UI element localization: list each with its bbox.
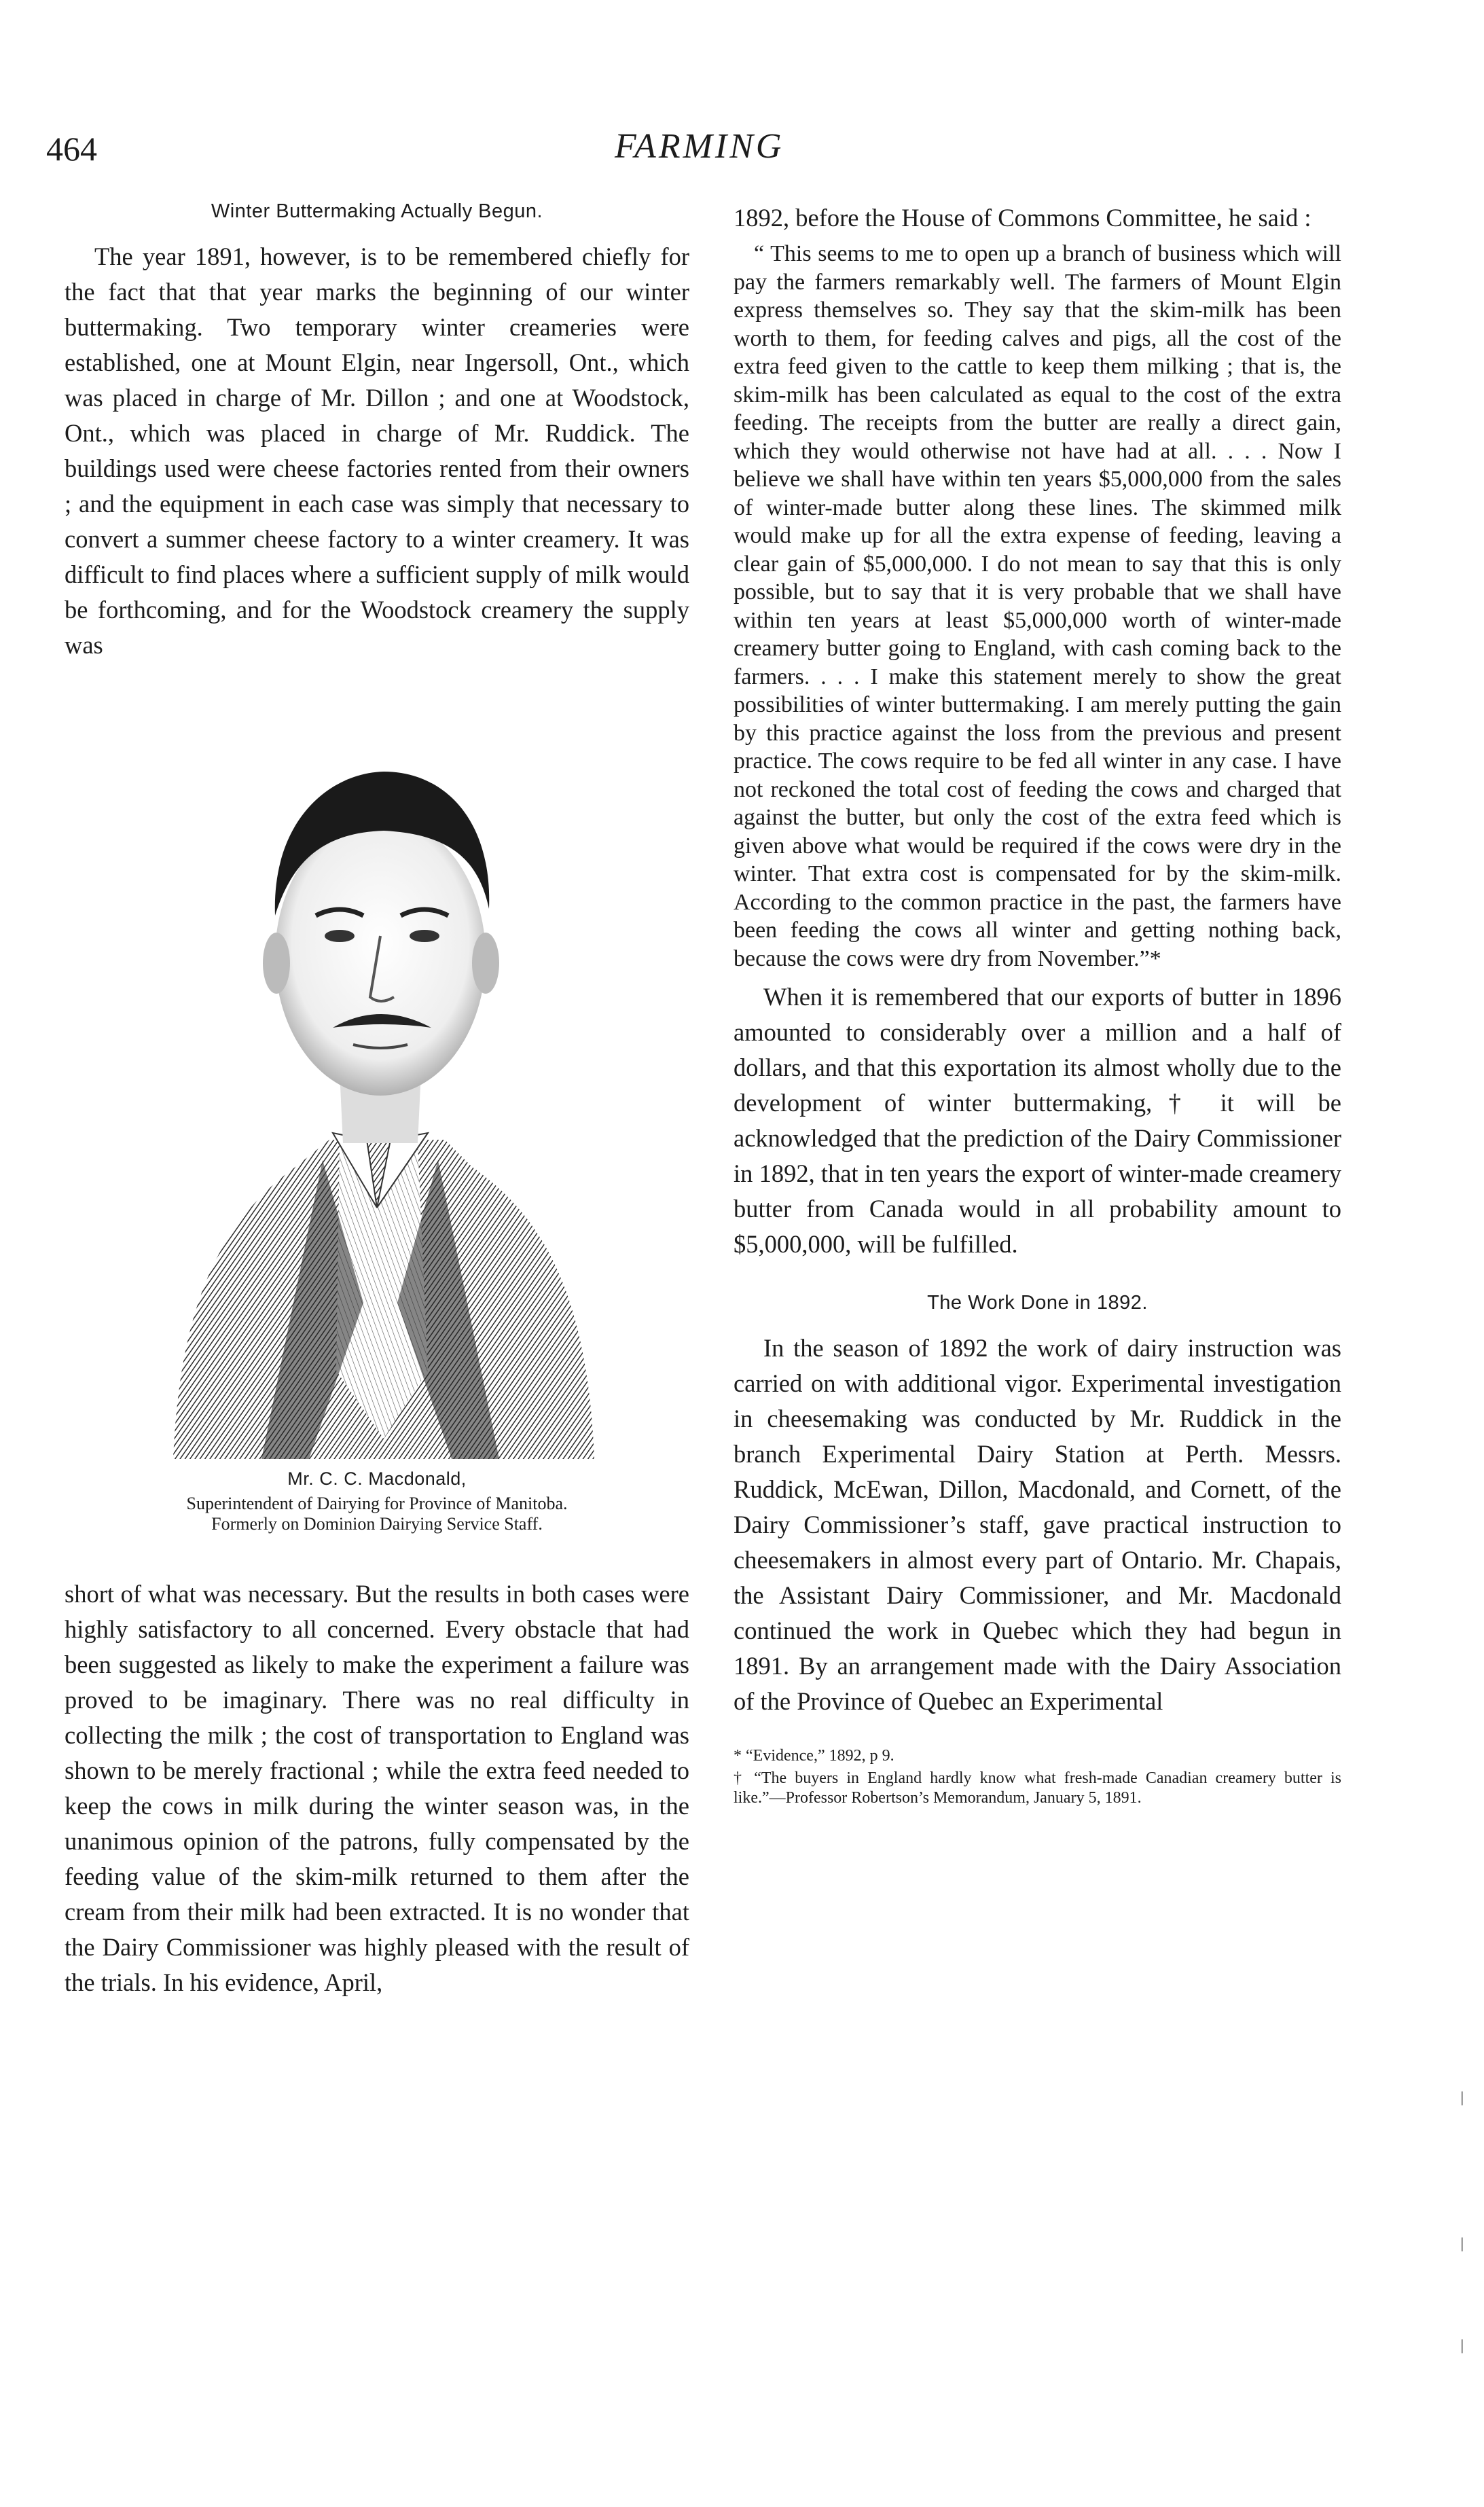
- section-heading: The Work Done in 1892.: [927, 1292, 1148, 1314]
- footnotes: [734, 1746, 1341, 1808]
- portrait-engraving: [160, 691, 594, 1459]
- caption-name: Mr. C. C. Macdonald,: [287, 1468, 467, 1489]
- footnote: * “Evidence,” 1892, p 9.: [734, 1747, 894, 1765]
- section-heading: Winter Buttermaking Actually Begun.: [211, 200, 543, 222]
- paragraph: When it is remembered that our exports of butter in 1896 amounted to considerably over a million and a half of dollars, and that this exportation its almost wholly due to the development of winter buttermaking,† it will be acknowledged that the prediction of the Dairy Commissioner in 1892, that in ten years the export of winter-made creamery butter from Canada would in all probability amount to $5,000,000, will be fulfilled.: [734, 983, 1341, 1258]
- paragraph: In the season of 1892 the work of dairy instruction was carried on with additional vigor. Experimental investigation in cheesemaking was conducted by Mr. Ruddick in the branch Experimental Dairy Station at Perth. Messrs. Ruddick, McEwan, Dillon, Macdonald, and Cornett, of the Dairy Commissioner’s staff, gave practical instruction to cheesemakers in almost every part of Ontario. Mr. Chapais, the Assistant Dairy Commissioner, and Mr. Macdonald continued the work in Quebec which they had begun in 1891. By an arrangement made with the Dairy Association of the Province of Quebec an Experimental: [734, 1334, 1341, 1715]
- right-column: [734, 200, 1341, 1811]
- left-column: [65, 200, 689, 2000]
- block-quote: “ This seems to me to open up a branch of business which will pay the farmers remarkably well. The farmers of Mount Elgin express themselves so. They say that the skim-milk has been worth to them, for feeding calves and pigs, all the cost of the extra feed given to the cattle to keep them milking ; that is, the skim-milk has been calculated as equal to the cost of the extra feeding. The receipts from the butter are really a direct gain, which they would otherwise not have had at all. . . . Now I believe we shall have within ten years $5,000,000 from the sales of winter-made butter along these lines. The skimmed milk would make up for all the extra expense of feeding, leaving a clear gain of $5,000,000. I do not mean to say that this is only possible, but to say that it is very probable that we shall have within ten years at least $5,000,000 worth of winter-made creamery butter going to England, with cash coming back to the farmers. . . . I make this statement merely to show the great possibilities of winter buttermaking. I am merely putting the gain by this practice against the loss from the previous and present practice. The cows require to be fed all winter in any case. I have not reckoned the total cost of feeding the cows and charged that against the butter, but only the cost of the extra feed which is given above what would be required if the cows were dry in the winter. That extra cost is compensated for by the skim-milk. According to the common practice in the past, the farmers have been feeding the cows all winter and getting nothing back, because the cows were dry from November.”*: [734, 241, 1341, 971]
- paragraph: 1892, before the House of Commons Committee, he said :: [734, 204, 1311, 232]
- running-head: FARMING: [615, 127, 784, 166]
- paragraph: The year 1891, however, is to be remembered chiefly for the fact that that year marks the beginning of our winter buttermaking. Two temporary winter creameries were established, one at Mount Elgin, near Ingersoll, Ont., which was placed in charge of Mr. Dillon ; and one at Woodstock, Ont., which was placed in charge of Mr. Ruddick. The buildings used were cheese factories rented from their owners ; and the equipment in each case was simply that necessary to convert a summer cheese factory to a winter creamery. It was difficult to find places where a sufficient supply of milk would be forthcoming, and for the Woodstock creamery the supply was: [65, 242, 689, 659]
- margin-mark: |: [1460, 2337, 1464, 2353]
- paragraph: short of what was necessary. But the results in both cases were highly satisfactory to all concerned. Every obstacle that had been suggested as likely to make the experiment a failure was proved to be imaginary. There was no real difficulty in collecting the milk ; the cost of transportation to England was shown to be merely fractional ; while the extra feed needed to keep the cows in milk during the winter season was, in the unanimous opinion of the patrons, fully compensated by the feeding value of the skim-milk returned to them after the cream from their milk had been extracted. It is no wonder that the Dairy Commissioner was highly pleased with the result of the trials. In his evidence, April,: [65, 1580, 689, 1996]
- caption-line: Superintendent of Dairying for Province of Manitoba.: [186, 1494, 568, 1513]
- page-number: 464: [46, 130, 97, 168]
- margin-mark: |: [1460, 2235, 1464, 2252]
- portrait-figure: [65, 691, 689, 1534]
- caption-line: Formerly on Dominion Dairying Service Staff.: [211, 1514, 543, 1534]
- footnote: † “The buyers in England hardly know what fresh-made Canadian creamery butter is like.”—Professor Robertson’s Memorandum, January 5, 1891.: [734, 1769, 1341, 1807]
- margin-mark: |: [1460, 2089, 1464, 2106]
